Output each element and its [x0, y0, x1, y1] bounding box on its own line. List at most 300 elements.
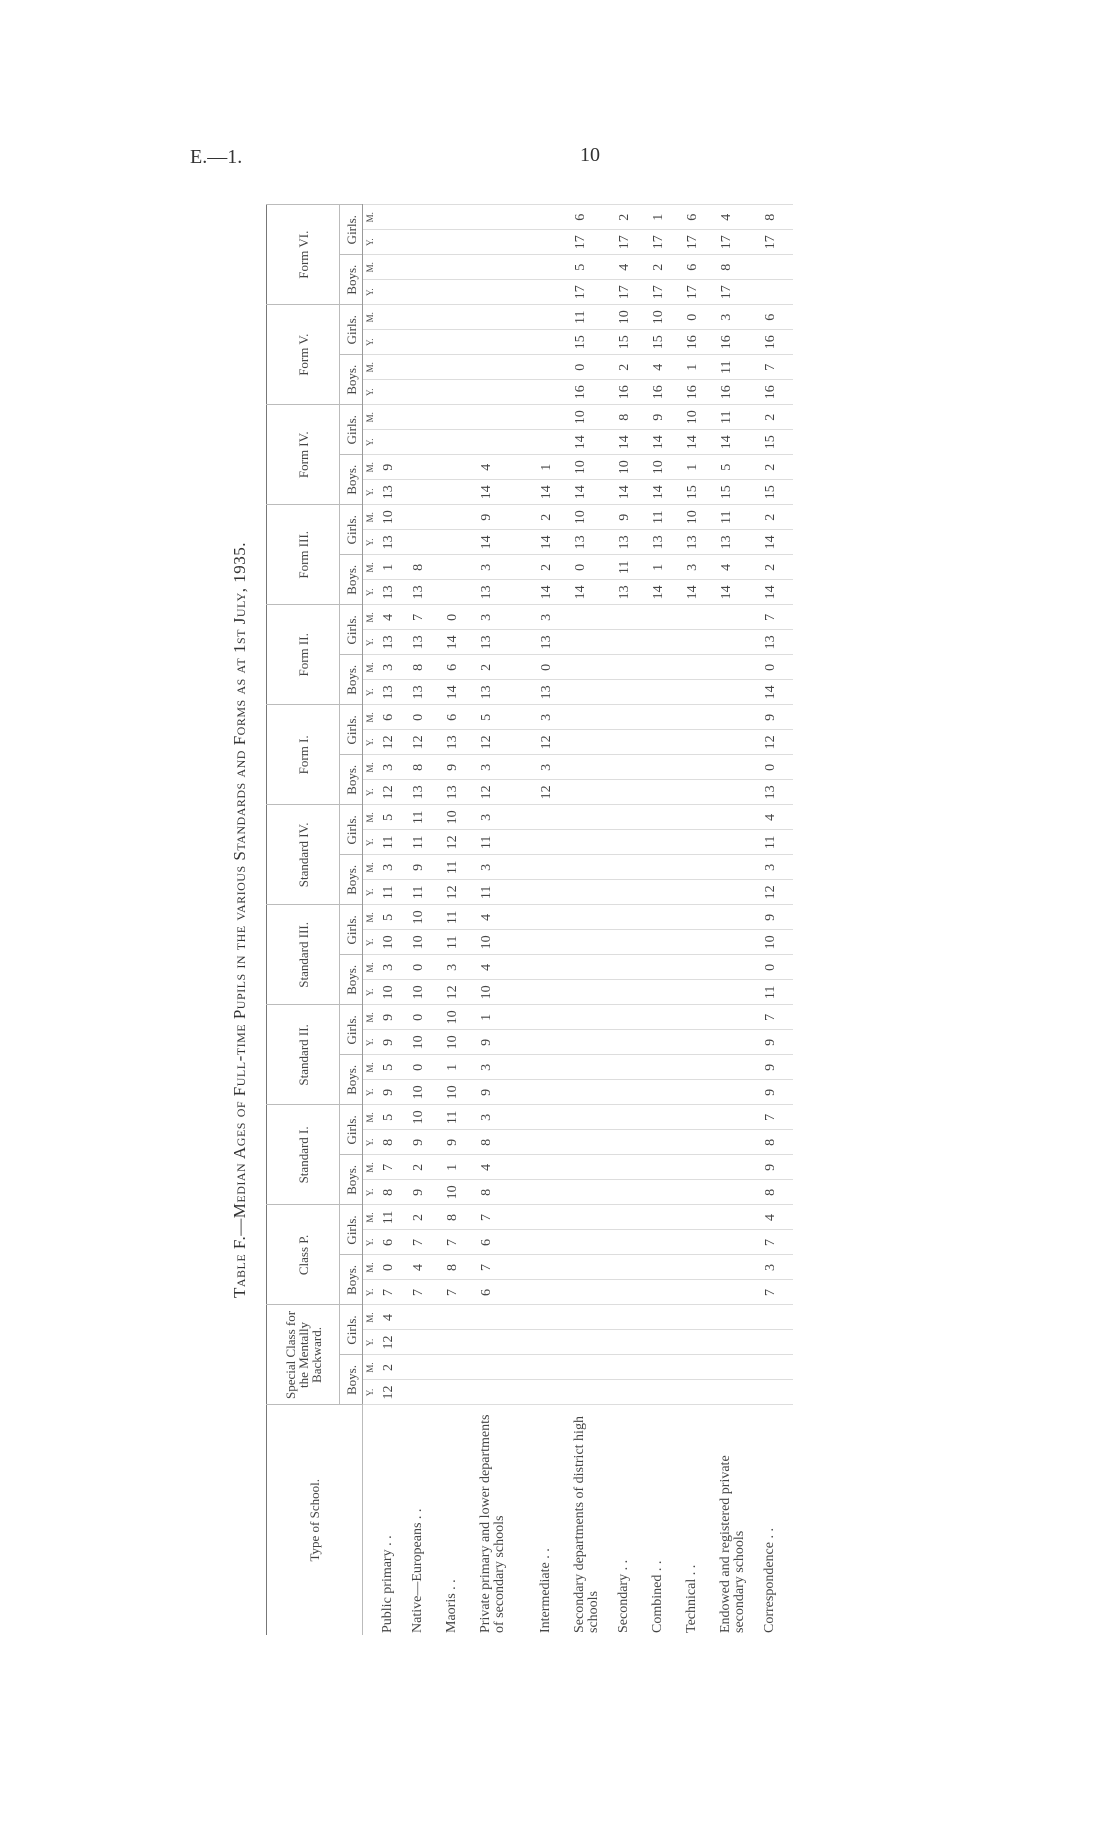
age-cell: 9	[617, 505, 651, 530]
age-cell	[685, 780, 719, 805]
years-unit-label: Y.	[363, 930, 378, 955]
age-cell	[573, 755, 617, 780]
boys-header: Boys.	[340, 1155, 363, 1205]
age-cell	[573, 1130, 617, 1155]
age-cell: 0	[411, 955, 445, 980]
age-cell	[719, 905, 763, 930]
age-cell	[685, 1030, 719, 1055]
age-cell	[539, 430, 573, 455]
age-cell: 3	[685, 555, 719, 580]
girls-header: Girls.	[340, 1105, 363, 1155]
age-cell	[719, 1080, 763, 1105]
age-cell	[539, 1130, 573, 1155]
age-cell	[651, 1030, 685, 1055]
age-cell	[651, 1330, 685, 1355]
group-header: Standard II.	[267, 1005, 340, 1105]
age-cell	[445, 1330, 479, 1355]
age-cell: 6	[445, 705, 479, 730]
months-unit-label: M.	[363, 405, 378, 430]
age-cell: 15	[651, 330, 685, 355]
table-row	[479, 205, 539, 1635]
age-cell	[539, 1205, 573, 1230]
age-cell: 17	[617, 280, 651, 305]
age-cell: 8	[763, 205, 793, 230]
age-cell	[651, 1055, 685, 1080]
type-of-school-header: Type of School.	[267, 1405, 363, 1635]
age-cell: 2	[763, 455, 793, 480]
age-cell: 3	[539, 705, 573, 730]
age-cell: 8	[445, 1205, 479, 1230]
group-header: Standard I.	[267, 1105, 340, 1205]
age-cell	[411, 405, 445, 430]
age-cell: 13	[411, 630, 445, 655]
age-cell: 0	[763, 655, 793, 680]
age-cell	[411, 380, 445, 405]
age-cell	[573, 680, 617, 705]
age-cell	[719, 680, 763, 705]
age-cell	[573, 1255, 617, 1280]
age-cell	[685, 955, 719, 980]
age-cell	[651, 1230, 685, 1255]
months-unit-label: M.	[363, 355, 378, 380]
age-cell: 5	[377, 1105, 411, 1130]
age-cell	[617, 1230, 651, 1255]
age-cell: 17	[763, 230, 793, 255]
age-cell: 16	[719, 380, 763, 405]
age-cell	[377, 255, 411, 280]
age-cell	[617, 1130, 651, 1155]
years-unit-label: Y.	[363, 1380, 378, 1405]
age-cell: 13	[479, 680, 539, 705]
age-cell: 9	[445, 755, 479, 780]
age-cell	[539, 855, 573, 880]
age-cell: 8	[617, 405, 651, 430]
age-cell: 17	[573, 280, 617, 305]
age-cell: 2	[479, 655, 539, 680]
age-cell	[719, 1030, 763, 1055]
age-cell: 3	[377, 755, 411, 780]
age-cell	[685, 1205, 719, 1230]
age-cell	[445, 380, 479, 405]
age-cell: 15	[763, 430, 793, 455]
age-cell: 14	[763, 580, 793, 605]
age-cell	[719, 980, 763, 1005]
age-cell	[719, 1005, 763, 1030]
age-cell	[411, 430, 445, 455]
group-header: Special Class for the Mentally Backward.	[267, 1305, 340, 1405]
age-cell	[573, 1230, 617, 1255]
age-cell: 2	[411, 1155, 445, 1180]
age-cell: 14	[719, 430, 763, 455]
girls-header: Girls.	[340, 605, 363, 655]
age-cell: 13	[377, 480, 411, 505]
age-cell	[573, 1180, 617, 1205]
years-unit-label: Y.	[363, 230, 378, 255]
group-header: Form I.	[267, 705, 340, 805]
age-cell: 11	[719, 405, 763, 430]
age-cell	[573, 1005, 617, 1030]
months-unit-label: M.	[363, 605, 378, 630]
school-type-cell: Combined . .	[651, 1405, 685, 1635]
age-cell	[651, 680, 685, 705]
age-cell: 2	[377, 1355, 411, 1380]
age-cell	[479, 1380, 539, 1405]
age-cell	[445, 480, 479, 505]
age-cell: 15	[719, 480, 763, 505]
age-cell: 3	[539, 605, 573, 630]
boys-header: Boys.	[340, 855, 363, 905]
age-cell: 4	[479, 955, 539, 980]
age-cell	[685, 905, 719, 930]
age-cell	[719, 655, 763, 680]
age-cell: 11	[411, 830, 445, 855]
page-reference: E.—1.	[190, 146, 243, 168]
age-cell	[573, 905, 617, 930]
age-cell: 10	[651, 305, 685, 330]
age-cell: 8	[411, 655, 445, 680]
age-cell	[539, 305, 573, 330]
age-cell	[617, 680, 651, 705]
age-cell: 13	[411, 780, 445, 805]
age-cell	[685, 1080, 719, 1105]
table-body	[377, 205, 793, 1635]
age-cell: 14	[539, 480, 573, 505]
rotated-table-block	[230, 205, 940, 1635]
age-cell	[685, 930, 719, 955]
months-unit-label: M.	[363, 505, 378, 530]
age-cell	[763, 280, 793, 305]
age-cell	[573, 955, 617, 980]
age-cell	[573, 805, 617, 830]
age-cell: 9	[763, 1080, 793, 1105]
age-cell: 13	[719, 530, 763, 555]
age-cell	[479, 280, 539, 305]
age-cell: 3	[377, 855, 411, 880]
age-cell	[685, 1230, 719, 1255]
age-cell	[685, 1255, 719, 1280]
age-cell	[539, 1055, 573, 1080]
age-cell	[685, 1055, 719, 1080]
age-cell: 13	[539, 630, 573, 655]
age-cell: 13	[763, 630, 793, 655]
boys-header: Boys.	[340, 955, 363, 1005]
age-cell: 8	[479, 1130, 539, 1155]
age-cell: 10	[445, 1005, 479, 1030]
age-cell: 6	[763, 305, 793, 330]
age-cell: 0	[763, 755, 793, 780]
age-cell	[377, 380, 411, 405]
boys-header: Boys.	[340, 755, 363, 805]
age-cell: 13	[685, 530, 719, 555]
age-cell	[573, 1380, 617, 1405]
age-cell	[479, 255, 539, 280]
age-cell: 0	[411, 705, 445, 730]
age-cell: 4	[617, 255, 651, 280]
age-cell	[617, 955, 651, 980]
years-unit-label: Y.	[363, 1280, 378, 1305]
age-cell	[651, 905, 685, 930]
age-cell: 6	[573, 205, 617, 230]
age-cell: 12	[445, 830, 479, 855]
years-unit-label: Y.	[363, 780, 378, 805]
age-cell: 13	[763, 780, 793, 805]
age-cell: 16	[685, 330, 719, 355]
months-unit-label: M.	[363, 1105, 378, 1130]
age-cell	[539, 1030, 573, 1055]
age-cell	[651, 630, 685, 655]
age-cell	[719, 1280, 763, 1305]
age-cell	[651, 1305, 685, 1330]
age-cell: 0	[445, 605, 479, 630]
age-cell: 15	[617, 330, 651, 355]
school-type-cell: Public primary . .	[377, 1405, 411, 1635]
age-cell: 14	[573, 580, 617, 605]
age-cell: 13	[411, 580, 445, 605]
age-cell: 16	[685, 380, 719, 405]
age-cell: 14	[763, 530, 793, 555]
age-cell	[479, 205, 539, 230]
age-cell: 17	[685, 280, 719, 305]
boys-header: Boys.	[340, 1255, 363, 1305]
years-unit-label: Y.	[363, 830, 378, 855]
age-cell: 8	[411, 555, 445, 580]
age-cell	[479, 1330, 539, 1355]
age-cell: 3	[479, 1055, 539, 1080]
age-cell: 10	[377, 505, 411, 530]
boys-header: Boys.	[340, 455, 363, 505]
age-cell	[617, 705, 651, 730]
age-cell	[445, 455, 479, 480]
age-cell	[719, 1380, 763, 1405]
age-cell: 7	[445, 1280, 479, 1305]
age-cell	[685, 830, 719, 855]
age-cell	[445, 505, 479, 530]
age-cell: 11	[617, 555, 651, 580]
age-cell: 0	[573, 555, 617, 580]
months-unit-label: M.	[363, 1055, 378, 1080]
age-cell	[479, 380, 539, 405]
age-cell: 11	[445, 905, 479, 930]
months-unit-label: M.	[363, 755, 378, 780]
age-cell	[445, 430, 479, 455]
age-cell: 11	[719, 505, 763, 530]
age-cell	[685, 1180, 719, 1205]
age-cell: 16	[719, 330, 763, 355]
age-cell: 13	[479, 580, 539, 605]
group-header: Class P.	[267, 1205, 340, 1305]
age-cell: 2	[763, 555, 793, 580]
age-cell: 16	[763, 330, 793, 355]
months-unit-label: M.	[363, 655, 378, 680]
table-caption: Table F.—Median Ages of Full-time Pupils in the various Standards and Forms as at 1st July, 1935.	[230, 541, 249, 1299]
age-cell: 7	[763, 1280, 793, 1305]
months-unit-label: M.	[363, 805, 378, 830]
age-cell: 14	[573, 430, 617, 455]
age-cell	[651, 955, 685, 980]
age-cell	[539, 380, 573, 405]
age-cell: 0	[411, 1055, 445, 1080]
age-cell	[763, 1305, 793, 1330]
age-cell: 17	[573, 230, 617, 255]
group-header: Form VI.	[267, 205, 340, 305]
age-cell: 9	[763, 1055, 793, 1080]
age-cell	[445, 255, 479, 280]
age-cell	[573, 930, 617, 955]
age-cell: 0	[763, 955, 793, 980]
age-cell	[651, 1355, 685, 1380]
age-cell: 15	[573, 330, 617, 355]
age-cell: 4	[479, 905, 539, 930]
age-cell: 9	[651, 405, 685, 430]
age-cell	[651, 1105, 685, 1130]
age-cell: 3	[445, 955, 479, 980]
age-cell	[411, 255, 445, 280]
age-cell: 1	[479, 1005, 539, 1030]
age-cell	[651, 805, 685, 830]
age-cell	[719, 1205, 763, 1230]
years-unit-label: Y.	[363, 430, 378, 455]
age-cell: 10	[479, 930, 539, 955]
age-cell: 1	[651, 555, 685, 580]
age-cell	[617, 1355, 651, 1380]
months-unit-label: M.	[363, 955, 378, 980]
age-cell: 6	[445, 655, 479, 680]
age-cell	[573, 705, 617, 730]
girls-header: Girls.	[340, 1005, 363, 1055]
age-cell: 17	[685, 230, 719, 255]
age-cell	[651, 1080, 685, 1105]
age-cell	[411, 1355, 445, 1380]
age-cell: 3	[719, 305, 763, 330]
age-cell	[651, 1005, 685, 1030]
age-cell: 12	[411, 730, 445, 755]
age-cell	[479, 405, 539, 430]
age-cell	[539, 355, 573, 380]
age-cell	[617, 1180, 651, 1205]
age-cell: 9	[763, 1030, 793, 1055]
age-cell: 14	[573, 480, 617, 505]
age-cell: 2	[617, 205, 651, 230]
years-unit-label: Y.	[363, 730, 378, 755]
age-cell	[651, 730, 685, 755]
school-type-cell: Secondary . .	[617, 1405, 651, 1635]
age-cell	[445, 355, 479, 380]
age-cell	[573, 655, 617, 680]
age-cell: 8	[763, 1130, 793, 1155]
age-cell: 11	[445, 855, 479, 880]
years-unit-label: Y.	[363, 530, 378, 555]
age-cell	[539, 1255, 573, 1280]
months-unit-label: M.	[363, 1355, 378, 1380]
age-cell	[651, 1155, 685, 1180]
age-cell: 7	[411, 605, 445, 630]
age-cell: 17	[719, 280, 763, 305]
age-cell: 12	[479, 730, 539, 755]
age-cell	[719, 630, 763, 655]
age-cell	[539, 330, 573, 355]
age-cell	[377, 205, 411, 230]
age-cell: 5	[377, 1055, 411, 1080]
age-cell	[651, 1255, 685, 1280]
boys-header: Boys.	[340, 1055, 363, 1105]
group-header: Standard III.	[267, 905, 340, 1005]
age-cell	[445, 205, 479, 230]
years-unit-label: Y.	[363, 880, 378, 905]
age-cell: 10	[479, 980, 539, 1005]
age-cell: 4	[763, 805, 793, 830]
age-cell	[617, 905, 651, 930]
age-cell: 13	[377, 530, 411, 555]
age-cell	[617, 730, 651, 755]
age-cell	[719, 730, 763, 755]
age-cell: 9	[377, 455, 411, 480]
age-cell: 15	[685, 480, 719, 505]
age-cell: 4	[763, 1205, 793, 1230]
age-cell: 13	[445, 730, 479, 755]
age-cell: 9	[479, 1080, 539, 1105]
age-cell	[573, 1305, 617, 1330]
age-cell: 10	[411, 905, 445, 930]
age-cell: 11	[445, 1105, 479, 1130]
age-cell: 4	[411, 1255, 445, 1280]
age-cell	[719, 805, 763, 830]
table-row	[763, 205, 793, 1635]
age-cell: 14	[651, 580, 685, 605]
age-cell: 13	[377, 680, 411, 705]
table-row	[617, 205, 651, 1635]
age-cell: 10	[651, 455, 685, 480]
age-cell	[685, 1155, 719, 1180]
age-cell	[651, 980, 685, 1005]
age-cell: 17	[719, 230, 763, 255]
age-cell: 13	[617, 580, 651, 605]
age-cell	[651, 1205, 685, 1230]
age-cell	[411, 230, 445, 255]
age-cell	[651, 880, 685, 905]
table-row	[651, 205, 685, 1635]
age-cell	[539, 980, 573, 1005]
age-cell	[573, 1105, 617, 1130]
age-cell: 4	[479, 455, 539, 480]
age-cell	[377, 405, 411, 430]
age-cell: 17	[651, 230, 685, 255]
months-unit-label: M.	[363, 205, 378, 230]
age-cell	[479, 330, 539, 355]
age-cell: 9	[377, 1005, 411, 1030]
age-cell	[685, 1005, 719, 1030]
age-cell: 14	[685, 580, 719, 605]
age-cell: 15	[763, 480, 793, 505]
boys-header: Boys.	[340, 355, 363, 405]
age-cell: 14	[685, 430, 719, 455]
school-type-cell: Maoris . .	[445, 1405, 479, 1635]
girls-header: Girls.	[340, 705, 363, 755]
age-cell: 7	[479, 1205, 539, 1230]
age-cell: 9	[763, 1155, 793, 1180]
age-cell: 13	[445, 780, 479, 805]
age-cell	[651, 1280, 685, 1305]
age-cell: 12	[377, 1380, 411, 1405]
age-cell: 8	[377, 1180, 411, 1205]
age-cell	[411, 1380, 445, 1405]
age-cell: 11	[763, 980, 793, 1005]
age-cell: 3	[763, 855, 793, 880]
age-cell: 7	[763, 605, 793, 630]
age-cell: 14	[719, 580, 763, 605]
age-cell: 7	[479, 1255, 539, 1280]
age-cell	[539, 1305, 573, 1330]
age-cell: 2	[763, 405, 793, 430]
